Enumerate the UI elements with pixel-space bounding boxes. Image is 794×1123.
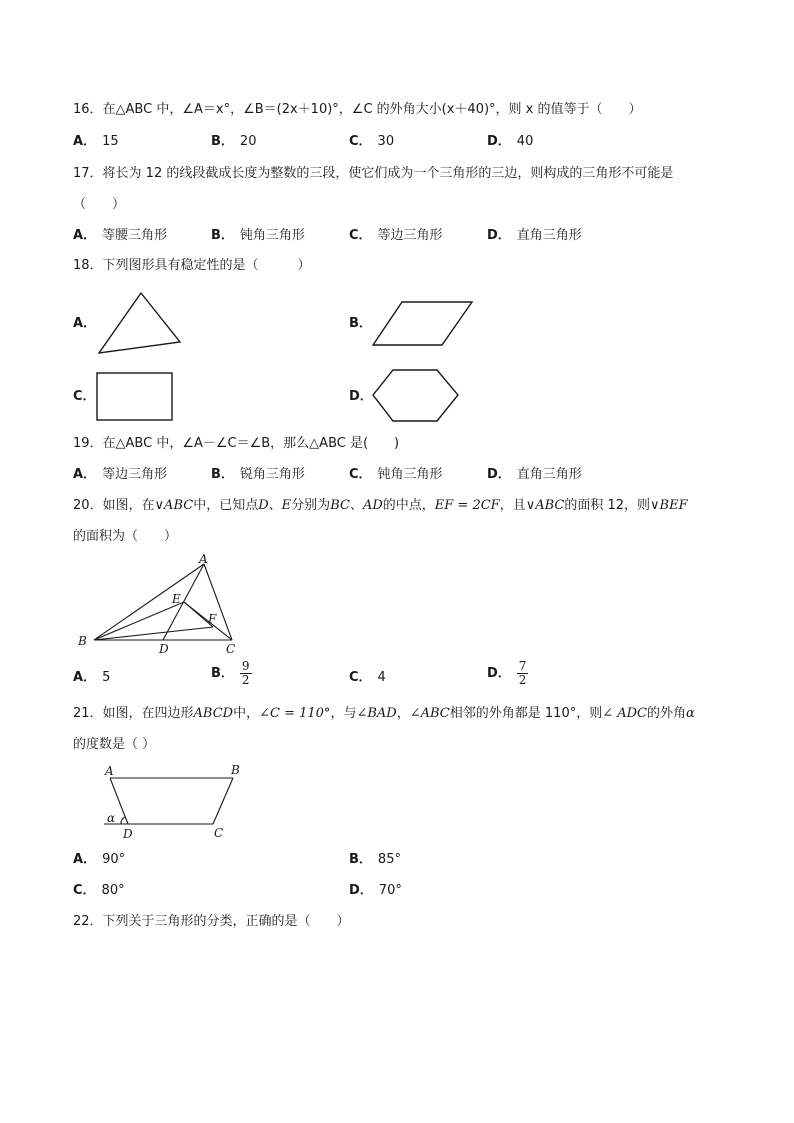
triangle-abc-figure (74, 552, 254, 658)
label-b: B (231, 763, 240, 777)
q19-option-d[interactable]: D． 直角三角形 (487, 467, 582, 482)
question-17-text: 17．将长为 12 的线段截成长度为整数的三段，使它们成为一个三角形的三边，则构成的三角形不可能是 (73, 166, 674, 181)
q18-option-a[interactable]: A． (73, 316, 97, 331)
question-22-text: 22．下列关于三角形的分类，正确的是（ ） (73, 914, 350, 929)
q20-option-b[interactable]: B． $\frac{9}{2}$ (211, 659, 250, 687)
triangle-figure (96, 290, 186, 358)
q16-option-d[interactable]: D． 40 (487, 134, 534, 149)
hexagon-figure (372, 368, 460, 424)
question-20-line2: 的面积为（ ） (73, 529, 178, 544)
q17-option-b[interactable]: B． 钝角三角形 (211, 228, 305, 243)
q17-option-a[interactable]: A． 等腰三角形 (73, 228, 168, 243)
question-22 (73, 913, 350, 931)
fraction-7-2: $\frac{7}{2}$ (518, 659, 527, 687)
q16-option-b[interactable]: B． 20 (211, 134, 257, 149)
q20-option-c[interactable]: C． 4 (349, 670, 386, 685)
question-17-paren: （ ） (73, 197, 126, 212)
q19-option-a[interactable]: A． 等边三角形 (73, 467, 168, 482)
parallelogram-shape (373, 302, 472, 345)
q21-option-a[interactable]: A． 90° (73, 852, 126, 867)
label-a: A (199, 552, 208, 566)
q20-option-d[interactable]: D． $\frac{7}{2}$ (487, 659, 527, 687)
question-16-text: 16．在△ABC 中，∠A＝x°，∠B＝(2x＋10)°，∠C 的外角大小(x＋40)°，则 x 的值等于（ ） (73, 102, 642, 117)
question-20: 20．如图，在∨ABC中，已知点D、E分别为BC、AD的中点，EF = 2CF，且∨ABC的面积 12，则∨BEF (73, 498, 688, 513)
question-21: 21．如图，在四边形ABCD中，∠C = 110°，与∠BAD，∠ABC相邻的外角都是 110°，则∠ ADC的外角α (73, 706, 695, 721)
label-b: B (78, 634, 87, 648)
q21-option-c[interactable]: C． 80° (73, 883, 125, 898)
fraction-9-2: $\frac{9}{2}$ (241, 659, 250, 687)
q18-option-d[interactable]: D． (349, 389, 373, 404)
question-18 (73, 257, 311, 275)
label-e: E (172, 592, 181, 606)
q16-option-c[interactable]: C． 30 (349, 134, 395, 149)
rectangle-figure (96, 372, 174, 422)
q21-option-b[interactable]: B． 85° (349, 852, 401, 867)
q19-option-b[interactable]: B． 锐角三角形 (211, 467, 305, 482)
rectangle-shape (97, 373, 172, 420)
label-c: C (214, 826, 224, 840)
label-f: F (208, 612, 217, 626)
question-21-line2: 的度数是（ ） (73, 737, 156, 752)
question-19-text: 19．在△ABC 中，∠A－∠C＝∠B，那么△ABC 是( ) (73, 436, 400, 451)
quadrilateral-abcd-figure (100, 760, 250, 844)
label-d: D (123, 827, 133, 841)
q18-option-c[interactable]: C． (73, 389, 96, 404)
parallelogram-figure (372, 300, 474, 348)
question-17 (73, 165, 673, 183)
q17-option-d[interactable]: D． 直角三角形 (487, 228, 582, 243)
hexagon-shape (373, 370, 458, 421)
triangle-shape (99, 293, 180, 353)
q16-option-a[interactable]: A． 15 (73, 134, 119, 149)
label-alpha: α (107, 811, 116, 825)
q21-option-d[interactable]: D． 70° (349, 883, 402, 898)
q17-option-c[interactable]: C． 等边三角形 (349, 228, 443, 243)
label-a: A (105, 764, 114, 778)
label-d: D (159, 642, 169, 656)
question-18-text: 18．下列图形具有稳定性的是（ ） (73, 258, 311, 273)
label-c: C (226, 642, 236, 656)
q19-option-c[interactable]: C． 钝角三角形 (349, 467, 443, 482)
question-19 (73, 435, 399, 453)
q18-option-b[interactable]: B． (349, 316, 372, 331)
q20-option-a[interactable]: A． 5 (73, 670, 111, 685)
question-16 (73, 101, 642, 119)
